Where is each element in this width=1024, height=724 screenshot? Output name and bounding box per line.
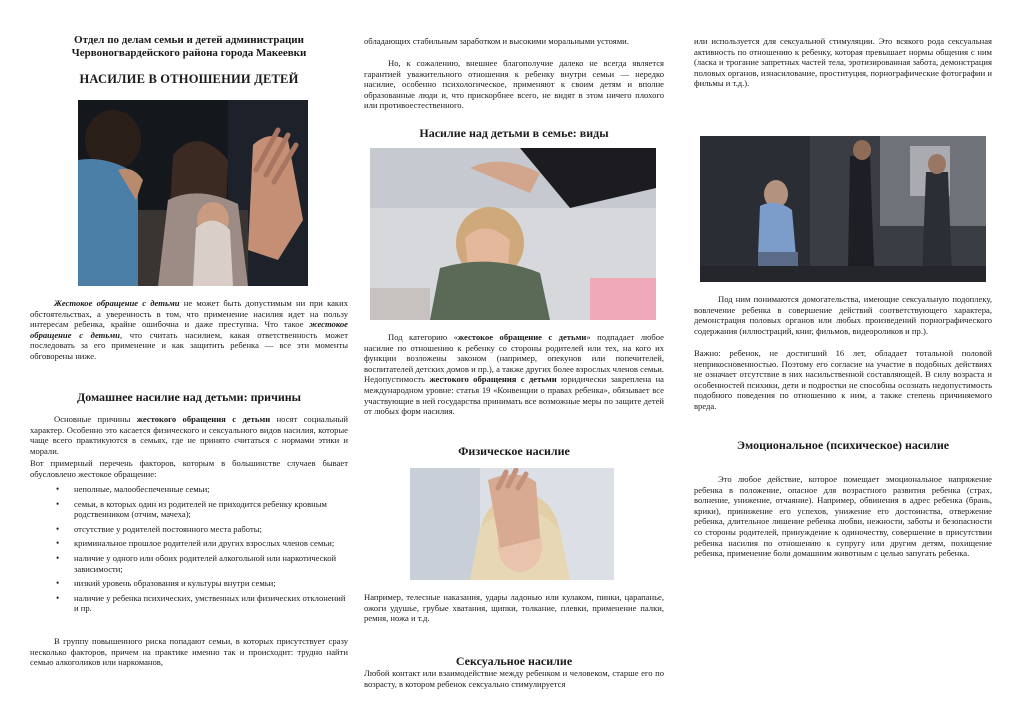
photo-family-conflict [78,100,308,286]
photo-hand-stop [410,468,614,580]
column-3 [694,0,992,724]
list-item: • наличие у одного или обоих родителей алкогольной или наркотической зависимости; [30,553,348,574]
paragraph-factors-lead: Вот примерный перечень факторов, которым в большинстве случаев бывает обусловлено жестокое обращение: [30,458,348,479]
paragraph-category: Под категорию «жестокое обращение с детьми» подпадает любое насилие по отношению к ребенку со стороны родителей или тех, на кого их функции возложены законом (например, опекунов или попечителей, воспитателей детских домов и пр.), а также других более взрослых членов семьи. Недопустимость жестокого обращения с детьми юридически закреплена на международном уровне: статья 19 «Конвенции о правах ребенка», обязывает все участвующие в ней государства принимать все возможные меры по защите детей от любых форм насилия. [364,332,664,417]
photo-child-covering-face [370,148,656,320]
paragraph-physical: Например, телесные наказания, удары ладонью или кулаком, пинки, царапанье, ожоги удушье, грубые хватания, щипки, толкание, плевки, применение палки, ремня, ножа и т.д. [364,592,664,624]
paragraph-emotional: Это любое действие, которое помещает эмоциональное напряжение ребенка в положение, опасное для возрастного развития ребенка (страх, волнение, унижение, отчаяние). Например, обвинения в адрес ребенка (брань, крики), принижение его успехов, унижение его достоинства, отвержение ребенка, длительное лишение ребенка любви, нежности, заботы и безопасности со стороны родителей, принуждение к одиночеству, совершение в присутствии ребенка насилия по отношению к супругу или другим детям, похищение ребенка, применение боли домашним животным с целью запугать ребенка. [694,474,992,559]
heading-sexual: Сексуальное насилие [455,654,573,668]
paragraph-important: Важно: ребенок, не достигший 16 лет, обладает тотальной половой неприкосновенностью. Поэтому его согласие на участие в подобных действиях не означает отсутствие в них насильственной составляющей. В силу возраста и особенностей психики, дети и подростки не способны осознать недопустимость подобного поведения по отношению к ним, а также степень причиняемого вреда. [694,348,992,411]
factors-list [30,484,348,618]
paragraph-harassment: Под ним понимаются домогательства, имеющие сексуальную подоплеку, вовлечение ребенка в совершение действий соответствующего характера, демонстрация половых органов или любых произведений порнографического содержания (иллюстраций, книг, фильмов, видеороликов и пр.). [694,294,992,336]
heading-physical: Физическое насилие [458,444,570,458]
list-item: • отсутствие у родителей постоянного места работы; [30,524,348,535]
org-header: Отдел по делам семьи и детей администрации Червоногвардейского района города Макеевки [71,34,307,59]
paragraph-causes: Основные причины жестокого обращения с детьми носят социальный характер. Особенно это касается физического и сексуального видов насилия, которые чаще всего практикуются в семьях, где не принято считаться с нормами этики и морали. [30,414,349,456]
column-2 [364,0,664,724]
page-title: НАСИЛИЕ В ОТНОШЕНИИ ДЕТЕЙ [79,72,299,86]
heading-causes: Домашнее насилие над детьми: причины [76,390,302,404]
photo-child-alone [700,136,986,282]
list-item: • неполные, малообеспеченные семьи; [30,484,348,495]
list-item: • криминальное прошлое родителей или других взрослых членов семьи; [30,538,348,549]
list-item: • наличие у ребенка психических, умственных или физических отклонений и пр. [30,593,348,614]
paragraph-risk-group: В группу повышенного риска попадают семьи, в которых присутствует сразу несколько факторов, причем на практике именно так и происходит: трудно найти семью алкоголиков или наркоманов, [30,636,348,668]
heading-emotional: Эмоциональное (психическое) насилие [736,438,950,452]
paragraph-appearance: Но, к сожалению, внешнее благополучие далеко не всегда является гарантией уважительного отношения к ребенку внутри семьи — нередко насилие, особенно психологическое, применяют к своим детям и вполне образованные люди и, что прискорбнее всего, не видят в этом ничего плохого или противоестественного. [364,58,664,111]
heading-types: Насилие над детьми в семье: виды [419,126,609,140]
list-item: • семьи, в которых один из родителей не приходится ребенку кровным родственником (отчим, мачеха); [30,499,348,520]
paragraph-intro: Жестокое обращение с детьми не может быть допустимым ни при каких обстоятельствах, а уверенность в том, что применение насилия идет на пользу интересам ребенка, крайне ошибочна и даже преступна. Что такое жестокое обращение с детьми, что считать насилием, какая ответственность может последовать за его применение и как защитить ребенка — все эти моменты обговорены ниже. [30,298,349,361]
paragraph-sexual: Любой контакт или взаимодействие между ребенком и человеком, старше его по возрасту, в котором ребенок сексуально стимулируется [364,668,664,689]
paragraph-continued: обладающих стабильным заработком и высокими моральными устоями. [364,36,629,46]
list-item: • низкий уровень образования и культуры внутри семьи; [30,578,348,589]
column-1 [30,0,348,724]
paragraph-sexual-continued: или используется для сексуальной стимуляции. Это всякого рода сексуальная активность по отношению к ребенку, которая превышает нормы общения с ним (ласка и трогание запретных частей тела, эротизированная забота, демонстрация половых органов, изнасилование, проституция, порнографические фотографии и фильмы и т.д.). [694,36,992,89]
